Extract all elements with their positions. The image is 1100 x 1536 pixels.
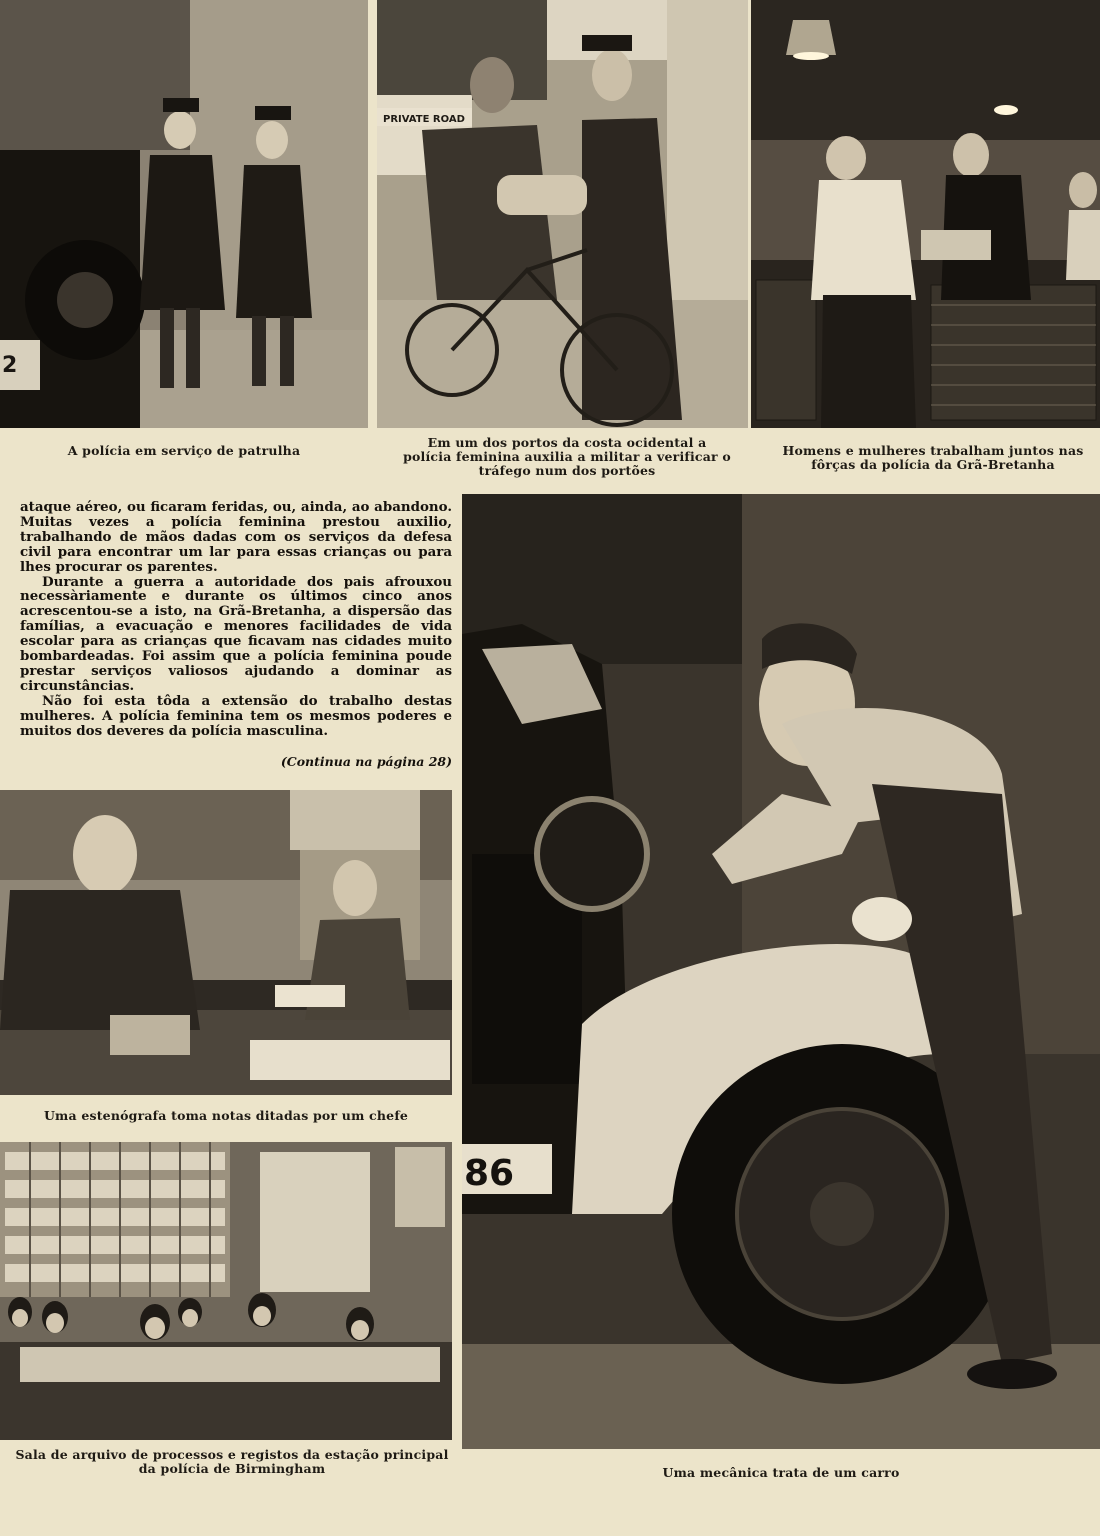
article-paragraph-2: Durante a guerra a autoridade dos pais afrouxou necessàriamente e durante os últimos cinco anos acrescentou-se a isto, na Grã-Bretanha, a dispersão das famílias, a evacuação e menores facilidades de vida escolar para as crianças que ficavam nas cidades muito bombardeadas. Foi assim que a polícia feminina poude prestar serviços valiosos ajudando a dominar as circunstâncias. xyxy=(20,573,452,694)
caption-office: Homens e mulheres trabalham juntos nas fôrças da polícia da Grã-Bretanha xyxy=(782,443,1084,472)
photo-stenographer xyxy=(0,790,452,1095)
caption-port: Em um dos portos da costa ocidental a polícia feminina auxilia a militar a verificar o tráfego num dos portões xyxy=(403,435,731,478)
article-paragraph-1: ataque aéreo, ou ficaram feridas, ou, ainda, ao abandono. Muitas vezes a polícia feminina prestou auxilio, trabalhando de mãos dadas com os serviços da defesa civil para encontrar um lar para essas crianças ou para lhes procurar os parentes. xyxy=(20,499,452,575)
private-road-sign: PRIVATE ROAD xyxy=(383,114,465,125)
article-paragraph-3: Não foi esta tôda a extensão do trabalho destas mulheres. A polícia feminina tem os mesmos poderes e muitos dos deveres da polícia masculina. xyxy=(20,692,452,739)
caption-archive: Sala de arquivo de processos e registos da estação principal da polícia de Birmingham xyxy=(15,1447,449,1476)
car-plate-text: 86 xyxy=(464,1153,515,1194)
caption-patrol: A polícia em serviço de patrulha xyxy=(67,443,301,458)
continuation-note: (Continua na página 28) xyxy=(280,754,452,769)
article-body xyxy=(20,500,452,739)
caption-mechanic: Uma mecânica trata de um carro xyxy=(662,1465,900,1480)
photo-mechanic xyxy=(462,494,1100,1449)
photo-port xyxy=(377,0,748,428)
photo-office xyxy=(751,0,1100,428)
photo-archive xyxy=(0,1142,452,1440)
photo-patrol xyxy=(0,0,368,428)
patrol-plate-text: 2 xyxy=(2,353,18,378)
caption-stenographer: Uma estenógrafa toma notas ditadas por um chefe xyxy=(43,1108,409,1123)
